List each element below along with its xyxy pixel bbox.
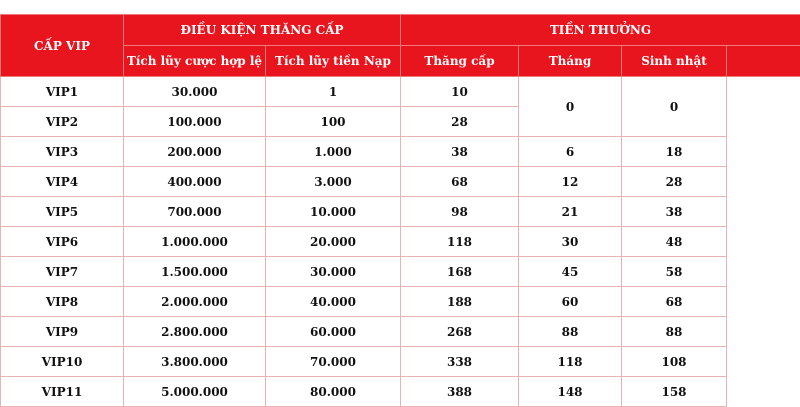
cell-deposit: 70.000 [266, 347, 401, 377]
cell-monthly: 12 [519, 167, 622, 197]
header-upgrade-bonus: Thăng cấp [401, 46, 519, 77]
cell-deposit: 1 [266, 77, 401, 107]
cell-birthday: 38 [622, 197, 727, 227]
cell-level: VIP7 [1, 257, 124, 287]
cell-upgrade: 268 [401, 317, 519, 347]
cell-upgrade: 338 [401, 347, 519, 377]
header-vip-level: CẤP VIP [1, 15, 124, 77]
cell-valid-bets: 400.000 [124, 167, 266, 197]
table-row [1, 167, 800, 197]
cell-deposit: 30.000 [266, 257, 401, 287]
cell-birthday: 158 [622, 377, 727, 407]
cell-empty [727, 167, 800, 197]
cell-birthday: 18 [622, 137, 727, 167]
cell-empty [727, 197, 800, 227]
cell-valid-bets: 100.000 [124, 107, 266, 137]
cell-level: VIP6 [1, 227, 124, 257]
table-row [1, 77, 800, 107]
cell-level: VIP8 [1, 287, 124, 317]
table-row [1, 137, 800, 167]
header-birthday-bonus: Sinh nhật [622, 46, 727, 77]
cell-deposit: 60.000 [266, 317, 401, 347]
cell-valid-bets: 700.000 [124, 197, 266, 227]
cell-monthly: 118 [519, 347, 622, 377]
cell-deposit: 80.000 [266, 377, 401, 407]
cell-level: VIP5 [1, 197, 124, 227]
table-row [1, 287, 800, 317]
cell-valid-bets: 3.800.000 [124, 347, 266, 377]
cell-level: VIP11 [1, 377, 124, 407]
header-monthly-bonus: Tháng [519, 46, 622, 77]
cell-valid-bets: 200.000 [124, 137, 266, 167]
table-row [1, 317, 800, 347]
cell-empty [727, 107, 800, 137]
cell-monthly: 21 [519, 197, 622, 227]
cell-valid-bets: 1.000.000 [124, 227, 266, 257]
cell-empty [727, 287, 800, 317]
cell-deposit: 40.000 [266, 287, 401, 317]
header-bonus: TIỀN THƯỞNG [401, 15, 800, 46]
cell-upgrade: 98 [401, 197, 519, 227]
cell-valid-bets: 2.800.000 [124, 317, 266, 347]
cell-empty [727, 377, 800, 407]
cell-upgrade: 388 [401, 377, 519, 407]
cell-upgrade: 68 [401, 167, 519, 197]
cell-birthday: 58 [622, 257, 727, 287]
cell-empty [727, 77, 800, 107]
header-row-top [1, 15, 800, 46]
table-row [1, 197, 800, 227]
cell-monthly: 45 [519, 257, 622, 287]
cell-birthday: 28 [622, 167, 727, 197]
cell-valid-bets: 1.500.000 [124, 257, 266, 287]
header-valid-bets: Tích lũy cược hợp lệ [124, 46, 266, 77]
cell-upgrade: 38 [401, 137, 519, 167]
table-row [1, 347, 800, 377]
cell-level: VIP3 [1, 137, 124, 167]
header-deposits: Tích lũy tiền Nạp [266, 46, 401, 77]
cell-level: VIP10 [1, 347, 124, 377]
cell-monthly: 6 [519, 137, 622, 167]
cell-valid-bets: 30.000 [124, 77, 266, 107]
cell-level: VIP9 [1, 317, 124, 347]
cell-birthday: 108 [622, 347, 727, 377]
cell-level: VIP2 [1, 107, 124, 137]
cell-birthday: 0 [622, 77, 727, 137]
cell-deposit: 3.000 [266, 167, 401, 197]
cell-upgrade: 10 [401, 77, 519, 107]
cell-upgrade: 188 [401, 287, 519, 317]
cell-empty [727, 227, 800, 257]
cell-empty [727, 317, 800, 347]
cell-monthly: 148 [519, 377, 622, 407]
cell-valid-bets: 2.000.000 [124, 287, 266, 317]
cell-birthday: 68 [622, 287, 727, 317]
table-row [1, 257, 800, 287]
cell-birthday: 48 [622, 227, 727, 257]
cell-upgrade: 168 [401, 257, 519, 287]
cell-monthly: 0 [519, 77, 622, 137]
cell-monthly: 60 [519, 287, 622, 317]
cell-level: VIP1 [1, 77, 124, 107]
vip-level-table [0, 14, 800, 407]
cell-deposit: 1.000 [266, 137, 401, 167]
cell-upgrade: 28 [401, 107, 519, 137]
table-row [1, 227, 800, 257]
cell-monthly: 30 [519, 227, 622, 257]
header-empty-cell [727, 46, 800, 77]
header-upgrade-conditions: ĐIỀU KIỆN THĂNG CẤP [124, 15, 401, 46]
cell-empty [727, 347, 800, 377]
table-row [1, 377, 800, 407]
cell-birthday: 88 [622, 317, 727, 347]
cell-monthly: 88 [519, 317, 622, 347]
cell-deposit: 20.000 [266, 227, 401, 257]
cell-upgrade: 118 [401, 227, 519, 257]
cell-valid-bets: 5.000.000 [124, 377, 266, 407]
cell-deposit: 10.000 [266, 197, 401, 227]
cell-empty [727, 257, 800, 287]
cell-empty [727, 137, 800, 167]
cell-level: VIP4 [1, 167, 124, 197]
cell-deposit: 100 [266, 107, 401, 137]
